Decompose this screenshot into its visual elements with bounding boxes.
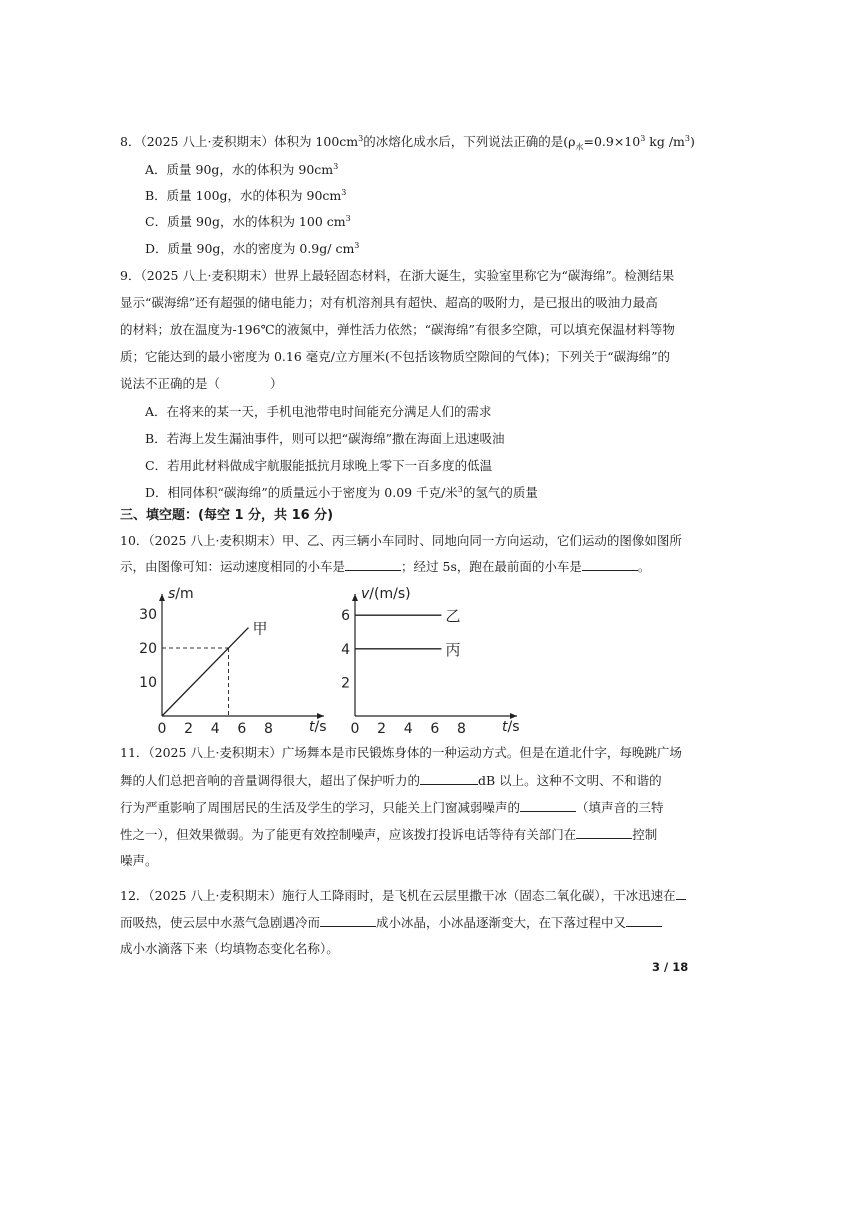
velocity-time-chart (318, 582, 528, 742)
vt-chart-x-tick-label: 6 (430, 721, 440, 737)
q11-blank-3[interactable] (576, 825, 632, 839)
q8-option-c: C．质量 90g，水的体积为 100 $cm^3$ (145, 213, 351, 229)
q9-option-d: D．相同体积“碳海绵”的质量远小于密度为 0.09 千克/米$^3$的氢气的质量 (145, 484, 538, 500)
st-chart-y-tick-label: 30 (139, 607, 157, 623)
q10-line-1: 10．（2025 八上·麦积期末）甲、乙、丙三辆小车同时、同地向同一方向运动，它们运动的图像如图所 (120, 533, 682, 548)
st-chart-y-axis-label: s/m (168, 586, 194, 602)
q10-blank-1[interactable] (345, 557, 401, 571)
q11-line-2: 舞的人们总把音响的音量调得很大，超出了保护听力的 dB 以上。这种不文明、不和谐的 (120, 773, 662, 788)
q10-blank-2[interactable] (582, 557, 638, 571)
q8-stem: 8．（2025 八上·麦积期末）体积为 $100cm^3$的冰熔化成水后，下列说法正确的是($\rho_水=0.9\times 10^3$ kg $/m^3$) (120, 133, 695, 152)
distance-time-chart (125, 582, 335, 742)
q9-line-4: 质；它能达到的最小密度为 0.16 毫克/立方厘米(不包括该物质空隙间的气体)；下列关于“碳海绵”的 (120, 349, 671, 364)
vt-chart-x-tick-label: 2 (377, 721, 387, 737)
q12-line-1: 12．（2025 八上·麦积期末）施行人工降雨时，是飞机在云层里撒干冰（固态二氧化碳），干冰迅速在 (120, 886, 686, 905)
q11-line-5: 噪声。 (120, 853, 158, 868)
q10-line-2: 示，由图像可知：运动速度相同的小车是 ；经过 5s，跑在最前面的小车是 。 (120, 559, 651, 574)
st-chart-y-arrow (159, 594, 165, 601)
vt-chart-x-tick-label: 0 (350, 721, 360, 737)
q8-option-a: A．质量 90g，水的体积为 $90cm^3$ (145, 161, 339, 177)
q11-line-1: 11．（2025 八上·麦积期末）广场舞本是市民锻炼身体的一种运动方式。但是在道北什字，每晚跳广场 (120, 745, 682, 760)
st-chart-x-tick-label: 0 (157, 721, 167, 737)
st-chart-x-axis-label: t/s (309, 719, 327, 735)
q11-blank-1[interactable] (420, 771, 478, 785)
q12-line-2: 而吸热，使云层中水蒸气急剧遇冷而 成小冰晶，小冰晶逐渐变大，在下落过程中又 (120, 913, 662, 932)
vt-chart-series-label: 丙 (445, 640, 461, 659)
q9-option-a: A．在将来的某一天，手机电池带电时间能充分满足人们的需求 (145, 404, 492, 419)
q11-blank-2[interactable] (520, 798, 576, 812)
q9-line-5: 说法不正确的是（ ） (120, 376, 283, 391)
q9-option-b: B．若海上发生漏油事件，则可以把“碳海绵”撒在海面上迅速吸油 (145, 431, 505, 446)
vt-chart-y-tick-label: 6 (341, 608, 350, 625)
vt-chart-y-tick-label: 4 (341, 641, 350, 658)
q12-blank-2[interactable] (320, 913, 376, 927)
vt-chart-x-tick-label: 8 (456, 721, 466, 737)
st-chart-x-tick-label: 4 (210, 721, 220, 737)
vt-chart-series-label: 乙 (445, 607, 461, 626)
st-chart-x-tick-label: 2 (184, 721, 194, 737)
st-chart-series-line (162, 628, 248, 716)
vt-chart-y-tick-label: 2 (341, 675, 350, 692)
vt-chart-x-tick-label: 4 (403, 721, 413, 737)
page-number: 3 / 18 (652, 960, 689, 974)
vt-chart-y-arrow (352, 594, 358, 601)
vt-chart-x-axis-label: t/s (502, 719, 520, 735)
q9-option-c: C．若用此材料做成宇航服能抵抗月球晚上零下一百多度的低温 (145, 458, 493, 473)
q11-line-3: 行为严重影响了周围居民的生活及学生的学习，只能关上门窗减弱噪声的 （填声音的三特 (120, 800, 664, 815)
q12-blank-3[interactable] (626, 913, 662, 927)
q11-line-4: 性之一），但效果微弱。为了能更有效控制噪声，应该拨打投诉电话等待有关部门在 控制 (120, 827, 658, 842)
q8-option-d: D．质量 90g，水的密度为 0.9g/ $cm^3$ (145, 240, 360, 256)
st-chart-x-tick-label: 6 (237, 721, 247, 737)
q12-blank-1[interactable] (676, 886, 686, 900)
vt-chart-y-axis-label: v/(m/s) (361, 586, 411, 602)
q9-line-3: 的材料；放在温度为-196℃的液氮中，弹性活力依然；“碳海绵”有很多空隙，可以填充保温材料等物 (120, 322, 675, 337)
q9-line-1: 9．（2025 八上·麦积期末）世界上最轻固态材料，在浙大诞生，实验室里称它为“碳海绵”。检测结果 (120, 268, 675, 283)
section-heading-fill-blank: 三、填空题：(每空 1 分，共 16 分) (120, 508, 334, 523)
st-chart-series-label: 甲 (252, 619, 268, 638)
st-chart-y-tick-label: 10 (139, 675, 157, 691)
q8-option-b: B．质量 100g，水的体积为 $90cm^3$ (145, 187, 347, 203)
st-chart-x-tick-label: 8 (263, 721, 273, 737)
q12-line-3: 成小水滴落下来（均填物态变化名称）。 (120, 941, 339, 956)
st-chart-y-tick-label: 20 (139, 641, 157, 657)
q9-line-2: 显示“碳海绵”还有超强的储电能力；对有机溶剂具有超快、超高的吸附力，是已报出的吸油力最高 (120, 295, 658, 310)
